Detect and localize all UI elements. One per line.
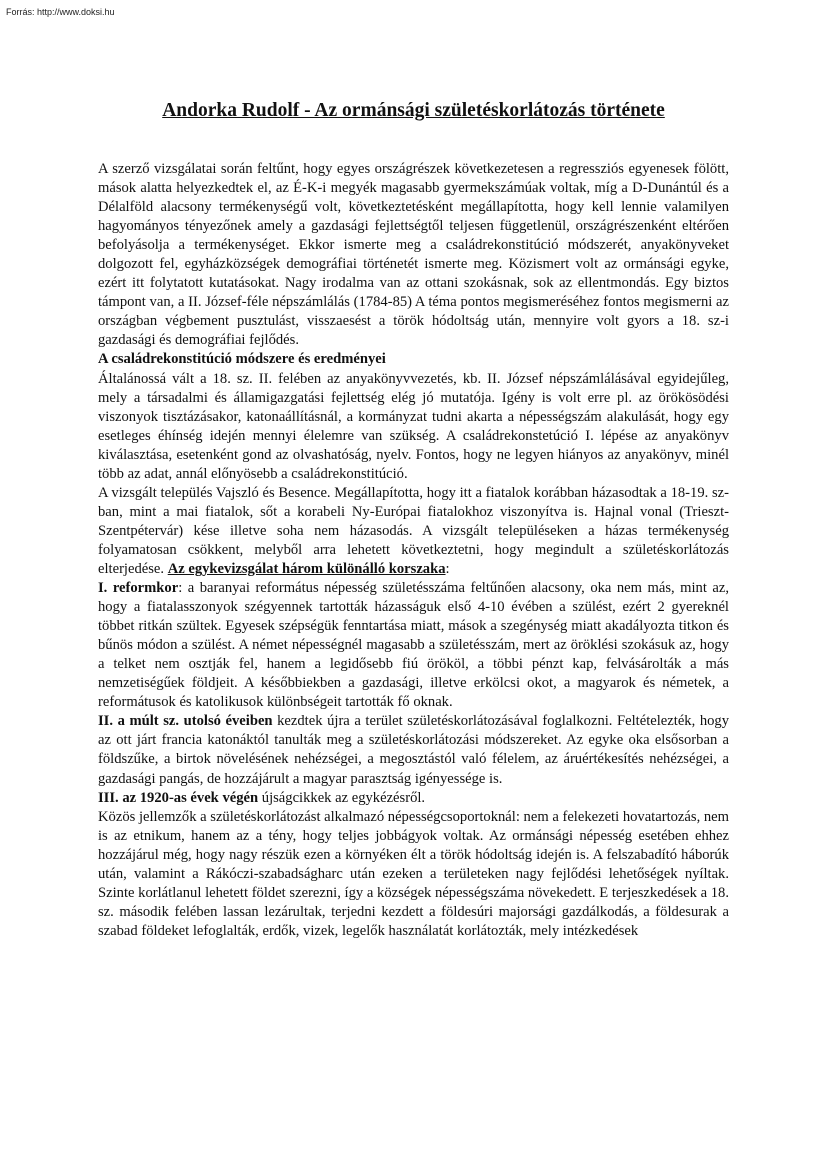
period-3-text: újságcikkek az egykézésről. xyxy=(258,789,426,806)
period-1-label: I. reformkor xyxy=(98,580,179,597)
common-features-paragraph: Közös jellemzők a születéskorlátozást alkalmazó népességcsoportoknál: nem a felekezeti hovatartozás, nem is az etnikum, hanem az a tény, hogy teljes jobbágyok voltak. Az ormánsági népesség esetében ehhez hozzájárul még, hogy nagy részük ezen a környéken élt a török hódoltság idején is. A felszabadító háborúk után, valamint a Rákóczi-szabadságharc után ezeken a területeken nagy fejlődési lehetőségek nyíltak. Szinte korlátlanul lehetett földet szerezni, így a községek népességszáma növekedett. E terjeszkedések a 18. sz. második felében lassan lezárultak, terjedni kezdett a földesúri majorsági gazdálkodás, a földesurak a szabad földeket lefoglalták, erdők, vizek, legelők használatát korlátozták, mely intézkedések xyxy=(98,808,729,939)
period-3-paragraph xyxy=(98,789,729,808)
document-body xyxy=(98,160,729,941)
period-1-text: : a baranyai református népesség születésszáma feltűnően alacsony, oka nem más, mint az, hogy a fiatalasszonyok szégyennek tartották házasságuk első 4-10 évében a szülést, ezért 2 gyereknél többet ritkán szültek. Egyesek szépségük fenntartása miatt, mások a szegénység miatt akadályozta titkon és bűnös módon a szülést. A német népességnél magasabb a születésszám, mert az öröklési szokásuk az, hogy a telket nem osztják fel, hanem a legidősebb fiú örököl, a többi pénzt kap, felvásárolták a más nemzetiségűek földjeit. A későbbiekben a gazdasági, illetve erkölcsi okot, a magyarok és németek, a reformátusok és katolikusok különbségeit tartották fő oknak. xyxy=(98,580,729,711)
settlement-paragraph xyxy=(98,484,729,579)
section-heading: A családrekonstitúció módszere és eredményei xyxy=(98,351,386,368)
document-title: Andorka Rudolf - Az ormánsági születéskorlátozás története xyxy=(162,100,665,121)
period-2-paragraph xyxy=(98,712,729,788)
intro-paragraph: A szerző vizsgálatai során feltűnt, hogy egyes országrészek következetesen a regressziós egyenesek fölött, mások alatta helyezkedtek el, az É-K-i megyék magasabb gyermekszámúak voltak, míg a D-Dunántúl és a Délalföld alacsony termékenységű volt, következtetésként megállapította, hogy kell lennie valamilyen hagyományos tényezőnek amely a gazdasági fejlettségtől teljesen függetlenül, országrészenként eltérően befolyásolja a termékenységet. Ekkor ismerte meg a családrekonstitúció módszerét, anyakönyveket dolgozott fel, egyházközségek demográfiai történetét ismerte meg. Közismert volt az ormánsági egyke, ezért itt folytatott kutatásokat. Nagy irodalma van az ottani szokásnak, sok az ellentmondás. Egy biztos támpont van, a II. József-féle népszámlálás (1784-85) A téma pontos megismeréséhez fontos megismerni az országban végbement pusztulást, visszaesést a török hódoltság után, mennyire volt gyors a 18. sz-i gazdasági és demográfiai fejlődés. xyxy=(98,161,729,349)
period-1-paragraph xyxy=(98,579,729,712)
period-2-text: kezdtek újra a terület születéskorlátozásával foglalkozni. Feltételezték, hogy az ott járt francia katonáktól tanulták meg a születéskorlátozási módszereket. Az egyke oka elsősorban a földszűke, a birtok növelésének nehézségei, a megosztástól való félelem, az áruértékesítés nehézségei, a gazdasági pangás, de hozzájárult a magyar parasztság igényessége is. xyxy=(98,713,730,787)
period-3-label: III. az 1920-as évek végén xyxy=(98,789,259,806)
method-paragraph: Általánossá vált a 18. sz. II. felében az anyakönyvvezetés, kb. II. József népszámlálásával egyidejűleg, mely a társadalmi és államigazgatási fejlettség elég jó mutatója. Igény is volt erre pl. az örökösödési viszonyok tisztázásakor, katonaállításnál, a kormányzat tudni akarta a népességszám alakulását, hogy egy esetleges éhínség idején mennyi élelemre van szükség. A családrekonstetúció I. lépése az anyakönyv kiválasztása, esetenként gond az olvashatóság, nyelv. Fontos, hogy ne legyen hiányos az anyakönyv, minél több az adat, annál előnyösebb a családrekonstitúció. xyxy=(98,370,729,482)
periods-emphasis: Az egykevizsgálat három különálló korszaka xyxy=(167,560,446,577)
settlement-text: A vizsgált település Vajszló és Besence. Megállapította, hogy itt a fiatalok korábban házasodtak a 18-19. sz-ban, mint a mai fiatalok, sőt a korabeli Ny-Európai fiatalokhoz viszonyítva is. Hajnal vonal (Trieszt-Szentpétervár) kése illetve soha nem házasodás. A vizsgált településeken a házas termékenység folyamatosan csökkent, melyből arra lehetett következtetni, hogy megindult a születéskorlátozás elterjedése. xyxy=(98,484,729,577)
periods-colon: : xyxy=(445,560,450,577)
period-2-label: II. a múlt sz. utolsó éveiben xyxy=(98,713,273,730)
source-note: Forrás: http://www.doksi.hu xyxy=(6,7,115,17)
